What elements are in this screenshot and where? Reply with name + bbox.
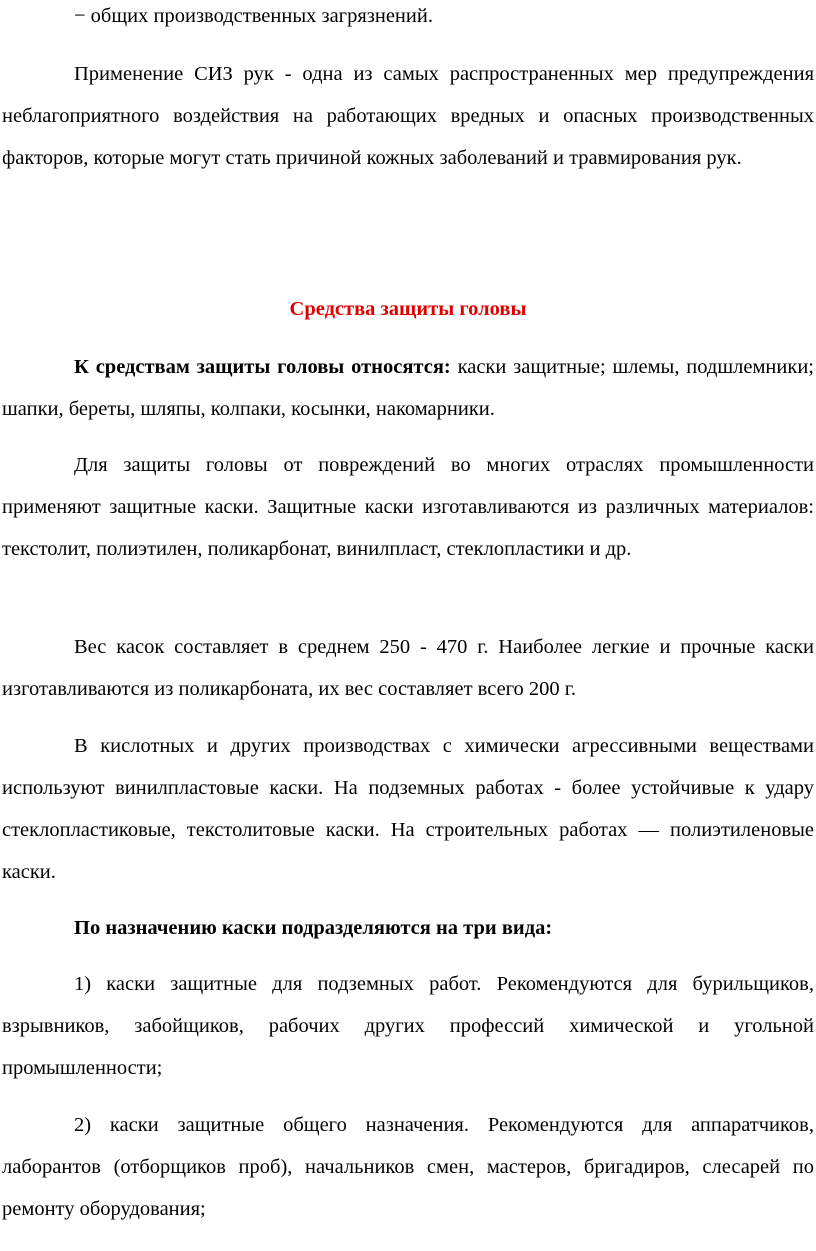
paragraph-helmets-materials: Для защиты головы от повреждений во многих отраслях промышленности применяют защитные каски. Защитные каски изготавливаются из различных материалов: текстолит, полиэтилен, поликарбонат, винилпласт, стеклопластики и др. xyxy=(2,454,814,560)
list-item-2: 2) каски защитные общего назначения. Рекомендуются для аппаратчиков, лаборантов (отборщиков проб), начальников смен, мастеров, бригадиров, слесарей по ремонту оборудования; xyxy=(2,1114,814,1220)
paragraph-hand-ppe: Применение СИЗ рук - одна из самых распространенных мер предупреждения неблагоприятного воздействия на работающих вредных и опасных производственных факторов, которые могут стать причиной кожных заболеваний и травмирования рук. xyxy=(2,63,814,169)
paragraph-helmet-usage: В кислотных и других производствах с химически агрессивными веществами используют винилпластовые каски. На подземных работах - более устойчивые к удару стеклопластиковые, текстолитовые каски. На строительных работах — полиэтиленовые каски. xyxy=(2,735,814,883)
list-item-1: 1) каски защитные для подземных работ. Рекомендуются для бурильщиков, взрывников, забойщиков, рабочих других профессий химической и угольной промышленности; xyxy=(2,973,814,1079)
paragraph-helmet-weight: Вес касок составляет в среднем 250 - 470 г. Наиболее легкие и прочные каски изготавливаются из поликарбоната, их вес составляет всего 200 г. xyxy=(2,636,814,700)
section-heading: Средства защиты головы xyxy=(289,298,527,320)
paragraph-classification-lead: По назначению каски подразделяются на три вида: xyxy=(74,917,553,939)
head-protection-items: каски защитные; шлемы, подшлемники; шапки, береты, шляпы, колпаки, косынки, накомарники. xyxy=(2,356,814,420)
list-item-pollution: − общих производственных загрязнений. xyxy=(74,5,433,27)
head-protection-lead: К средствам защиты головы относятся: xyxy=(74,356,451,378)
paragraph-head-protection xyxy=(0,346,814,430)
